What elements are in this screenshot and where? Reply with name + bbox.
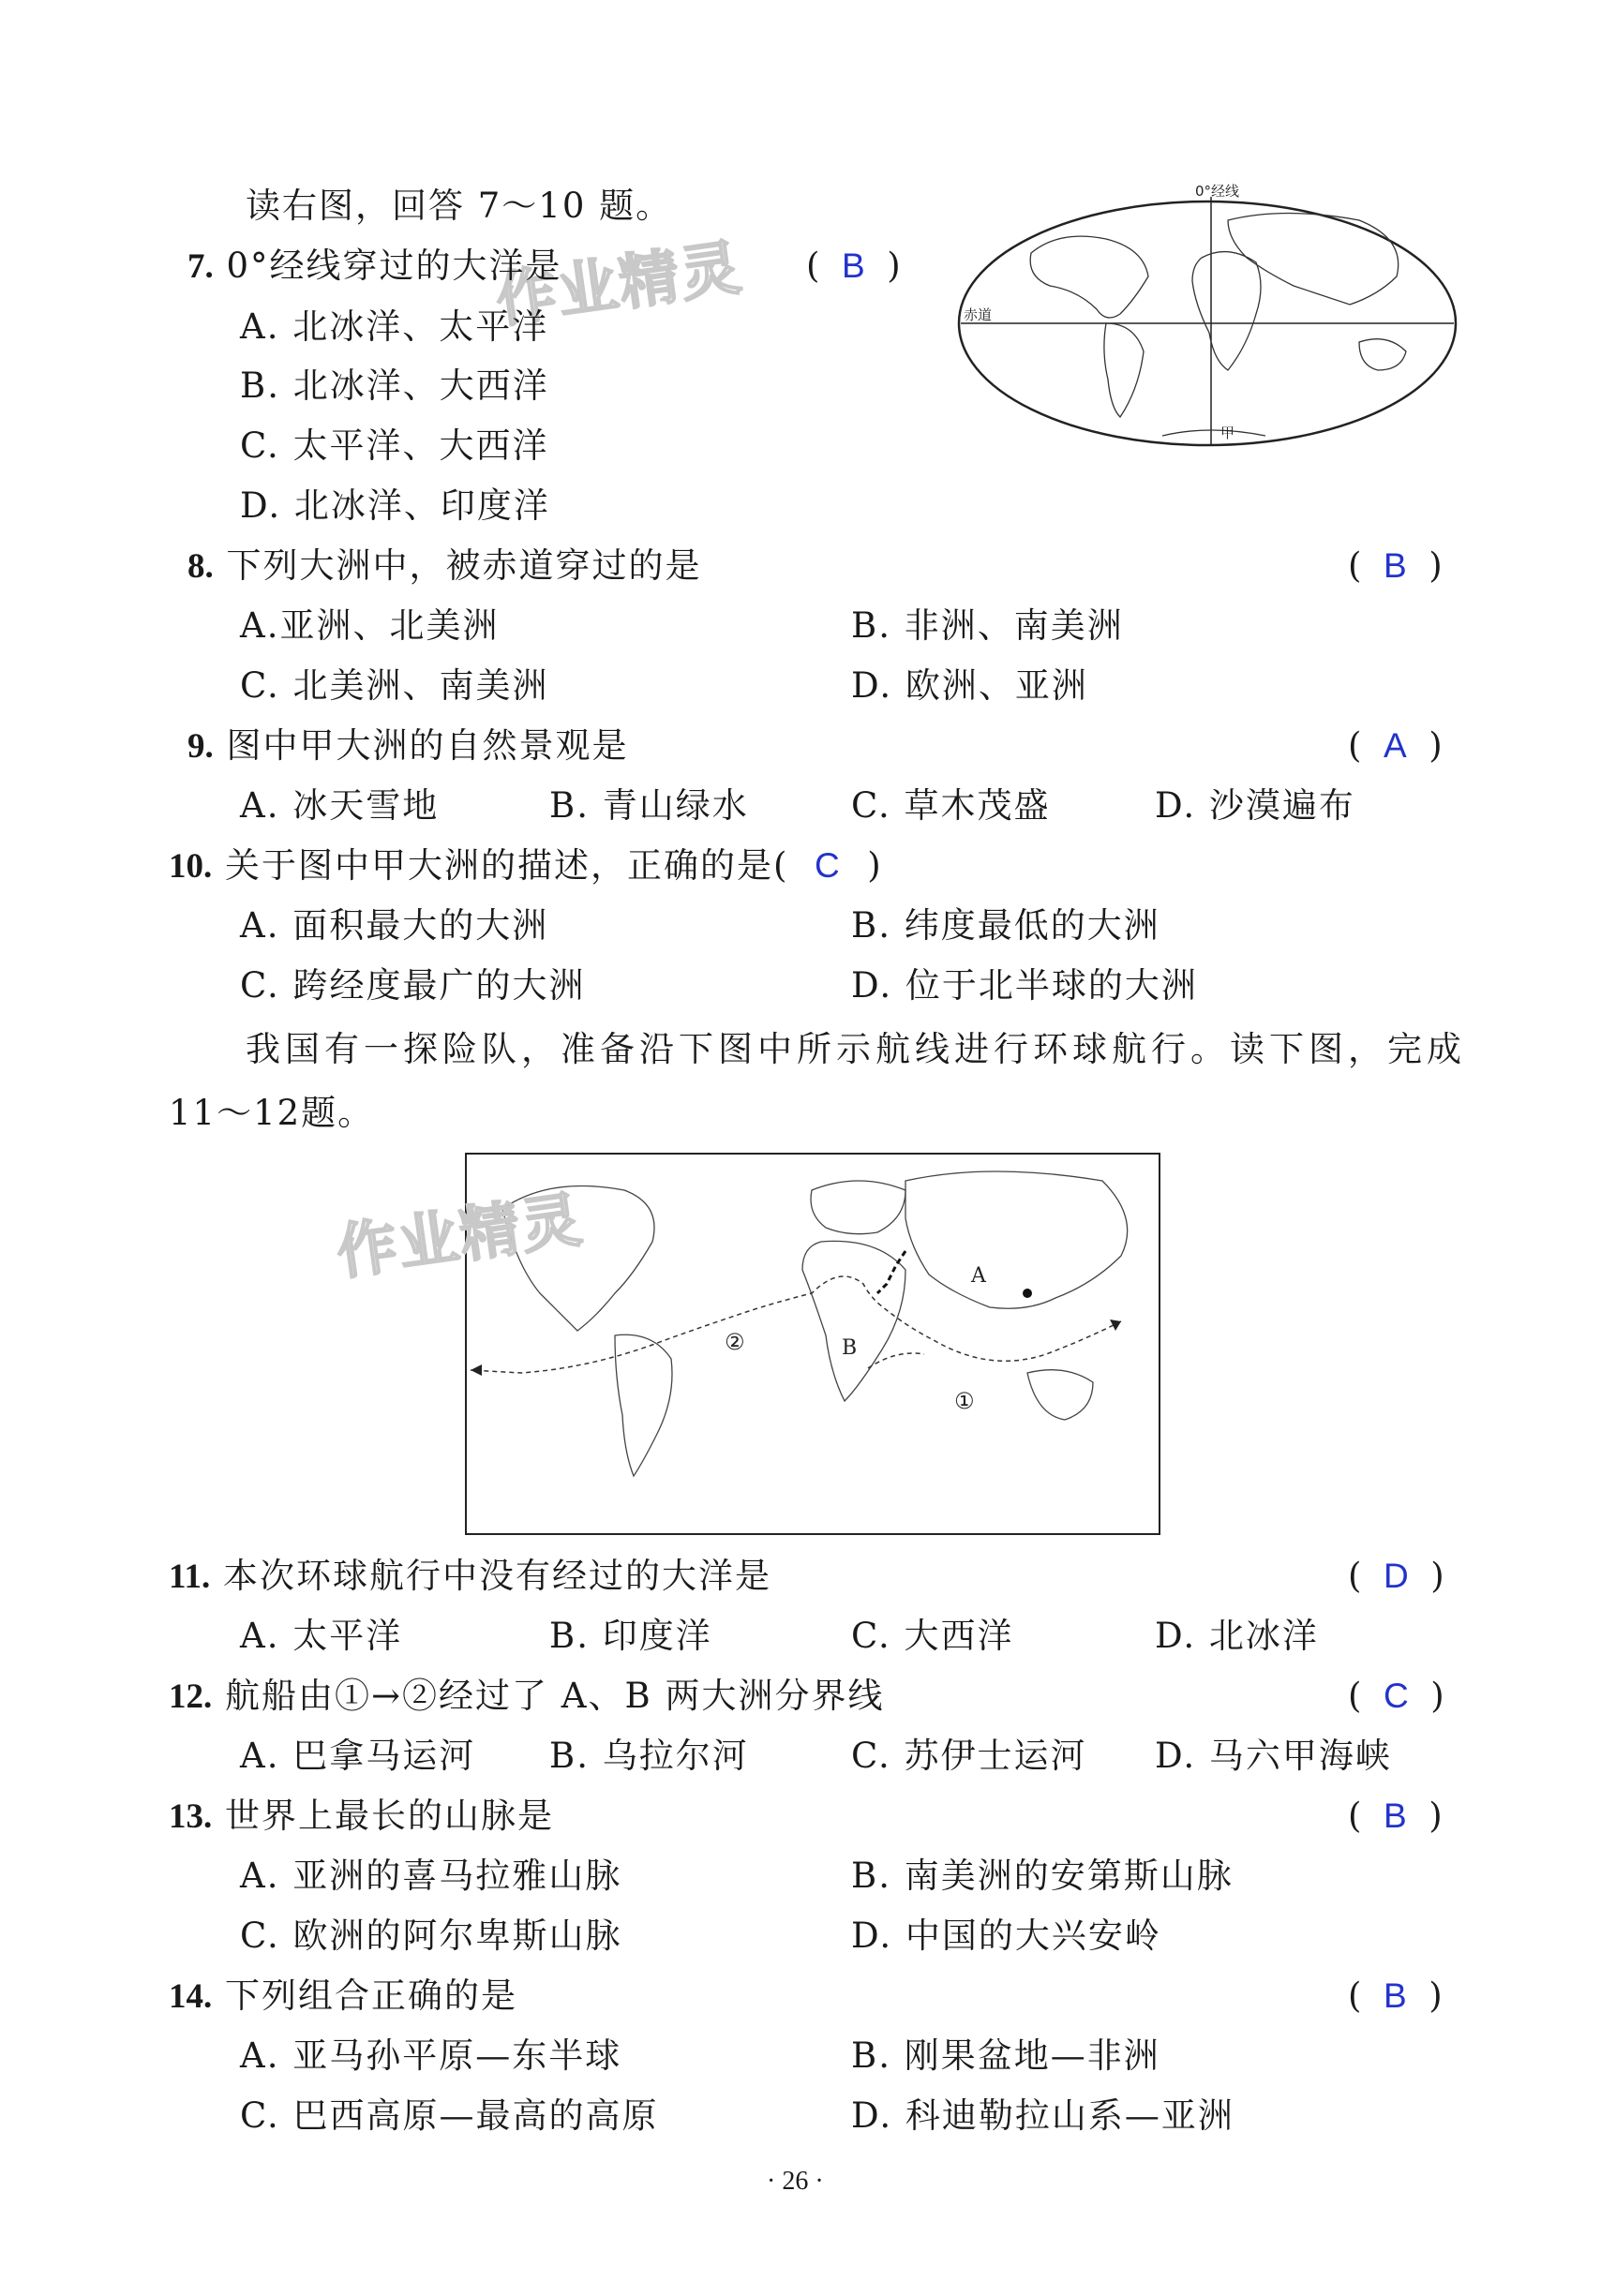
- q11-answer: ( D ): [1348, 1556, 1444, 1596]
- q11-option-b: B. 印度洋: [549, 1616, 712, 1656]
- q11-option-a: A. 太平洋: [240, 1616, 403, 1656]
- q10-option-a: A. 面积最大的大洲: [240, 905, 549, 946]
- q9-answer: ( A ): [1348, 725, 1443, 766]
- q12-option-b: B. 乌拉尔河: [549, 1736, 749, 1776]
- q13-option-c: C. 欧洲的阿尔卑斯山脉: [240, 1916, 622, 1956]
- q8-option-b: B. 非洲、南美洲: [851, 605, 1124, 646]
- q12-option-d: D. 马六甲海峡: [1155, 1736, 1392, 1776]
- q13-option-a: A. 亚洲的喜马拉雅山脉: [240, 1856, 622, 1896]
- q8-stem: 8. 下列大洲中，被赤道穿过的是: [187, 545, 702, 586]
- world-map-ellipse: [947, 183, 1462, 455]
- q7-option-b: B. 北冰洋、大西洋: [240, 365, 549, 406]
- q12-option-a: A. 巴拿马运河: [240, 1736, 476, 1776]
- watermark-2: 作业精灵: [332, 1185, 588, 1289]
- map1-jia-label: 甲: [1220, 425, 1235, 441]
- q10-stem: 10. 关于图中甲大洲的描述，正确的是( C ): [169, 845, 883, 886]
- intro-11-12-line1: 我国有一探险队，准备沿下图中所示航线进行环球航行。读下图，完成: [246, 1029, 1466, 1069]
- q11-option-c: C. 大西洋: [851, 1616, 1014, 1656]
- q14-option-a: A. 亚马孙平原—东半球: [240, 2035, 622, 2076]
- page-number: · 26 ·: [767, 2167, 824, 2196]
- q8-option-d: D. 欧洲、亚洲: [851, 665, 1088, 706]
- map2-label-2: ②: [725, 1329, 745, 1355]
- q9-option-a: A. 冰天雪地: [240, 785, 440, 826]
- q10-answer: C: [814, 846, 842, 885]
- q10-option-b: B. 纬度最低的大洲: [851, 905, 1160, 946]
- q12-option-c: C. 苏伊士运河: [851, 1736, 1087, 1776]
- q14-option-d: D. 科迪勒拉山系—亚洲: [851, 2095, 1234, 2136]
- map1-equator-label: 赤道: [964, 306, 993, 323]
- q8-answer: ( B ): [1348, 545, 1443, 586]
- map2-label-a: A: [971, 1264, 986, 1288]
- q8-option-a: A.亚洲、北美洲: [240, 605, 500, 646]
- q10-option-d: D. 位于北半球的大洲: [851, 965, 1198, 1006]
- q9-option-d: D. 沙漠遍布: [1155, 785, 1355, 826]
- q7-option-d: D. 北冰洋、印度洋: [240, 485, 550, 526]
- q14-stem: 14. 下列组合正确的是: [169, 1975, 518, 2016]
- q14-option-c: C. 巴西高原—最高的高原: [240, 2095, 659, 2136]
- q9-option-c: C. 草木茂盛: [851, 785, 1051, 826]
- q9-option-b: B. 青山绿水: [549, 785, 749, 826]
- q7-text: 0°经线穿过的大洋是: [226, 246, 562, 286]
- map2-label-b: B: [842, 1336, 858, 1360]
- q14-option-b: B. 刚果盆地—非洲: [851, 2035, 1160, 2076]
- q7-answer: ( B ): [806, 246, 901, 286]
- q12-stem: 12. 航船由①→②经过了 A、B 两大洲分界线: [169, 1676, 885, 1716]
- intro-11-12-line2: 11～12题。: [169, 1093, 375, 1133]
- q7-option-c: C. 太平洋、大西洋: [240, 425, 549, 466]
- q11-option-d: D. 北冰洋: [1155, 1616, 1319, 1656]
- map1-meridian-label: 0°经线: [1195, 183, 1240, 200]
- intro-7-10: 读右图，回答 7～10 题。: [246, 186, 673, 226]
- q11-stem: 11. 本次环球航行中没有经过的大洋是: [169, 1556, 771, 1596]
- q13-option-d: D. 中国的大兴安岭: [851, 1916, 1161, 1956]
- q14-answer: ( B ): [1348, 1975, 1443, 2016]
- q13-option-b: B. 南美洲的安第斯山脉: [851, 1856, 1234, 1896]
- q7-option-a: A. 北冰洋、太平洋: [240, 306, 549, 347]
- watermark: 作业精灵: [491, 232, 747, 336]
- q9-stem: 9. 图中甲大洲的自然景观是: [187, 725, 629, 766]
- q12-answer: ( C ): [1348, 1676, 1444, 1716]
- q13-stem: 13. 世界上最长的山脉是: [169, 1796, 555, 1836]
- q13-answer: ( B ): [1348, 1796, 1443, 1836]
- q7-stem: [187, 246, 562, 288]
- q10-option-c: C. 跨经度最广的大洲: [240, 965, 586, 1006]
- q7-number: 7.: [187, 247, 214, 286]
- map2-label-1: ①: [954, 1388, 975, 1414]
- q8-option-c: C. 北美洲、南美洲: [240, 665, 549, 706]
